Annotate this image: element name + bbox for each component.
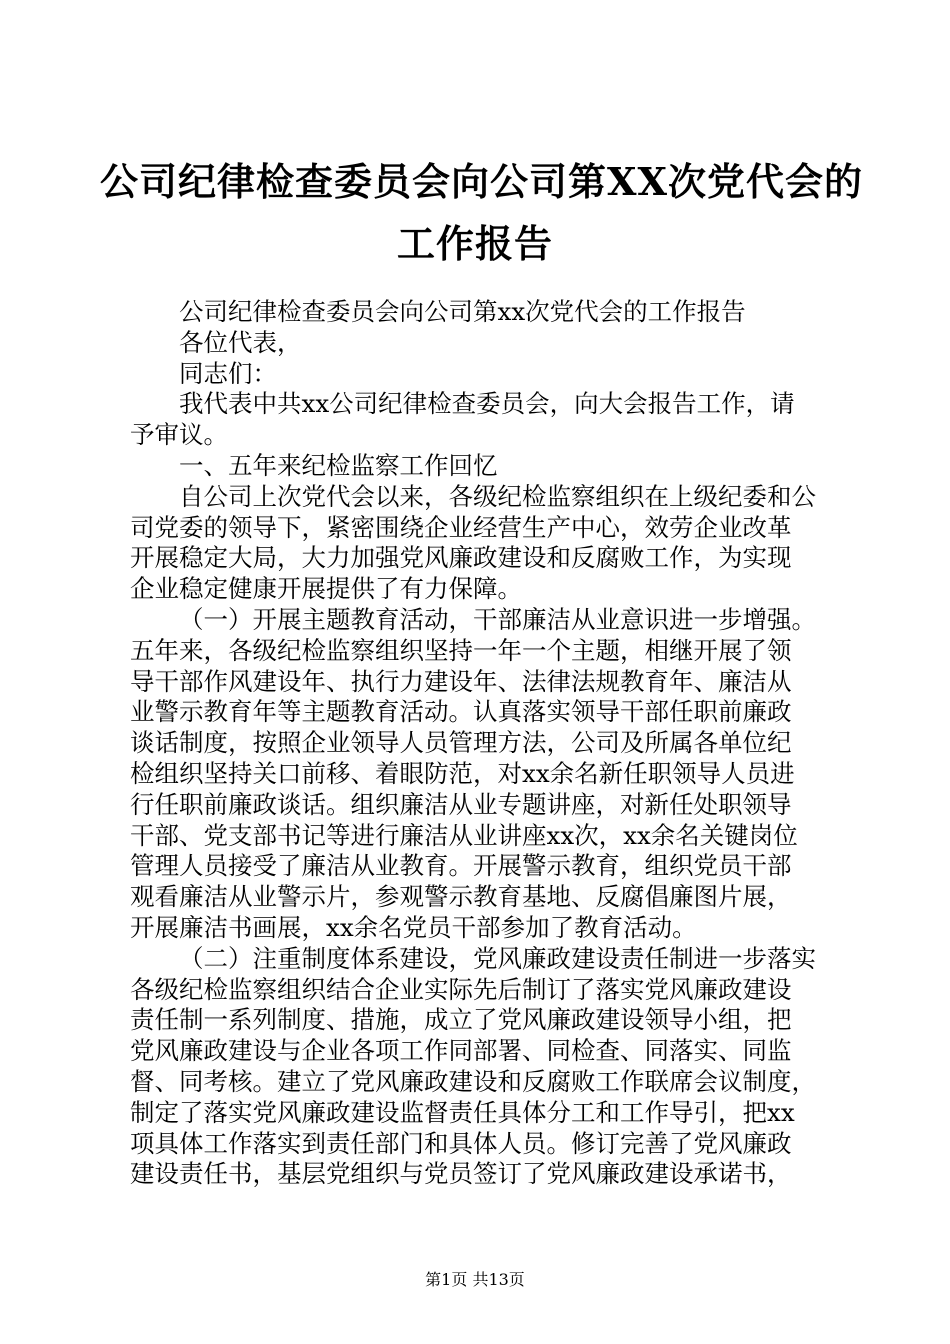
text-line: 企业稳定健康开展提供了有力保障。 (130, 574, 522, 604)
text-line: （二）注重制度体系建设，党风廉政建设责任制进一步落实 (179, 943, 816, 973)
text-line: 党风廉政建设与企业各项工作同部署、同检查、同落实、同监 (130, 1036, 792, 1066)
document-title-line-1: 公司纪律检查委员会向公司第XX次党代会的 (100, 159, 863, 204)
text-line: 业警示教育年等主题教育活动。认真落实领导干部任职前廉政 (130, 697, 792, 727)
text-line: 干部、党支部书记等进行廉洁从业讲座xx次，xx余名关键岗位 (130, 820, 798, 850)
text-line: 各位代表， (179, 327, 302, 357)
text-line: 检组织坚持关口前移、着眼防范，对xx余名新任职领导人员进 (130, 758, 795, 788)
text-line: 建设责任书，基层党组织与党员签订了党风廉政建设承诺书， (130, 1159, 792, 1189)
text-line: 开展稳定大局，大力加强党风廉政建设和反腐败工作，为实现 (130, 543, 792, 573)
text-line: 公司纪律检查委员会向公司第xx次党代会的工作报告 (179, 297, 746, 326)
document-title-line-2: 工作报告 (396, 221, 553, 266)
text-line: 同志们： (179, 358, 277, 388)
text-line: 制定了落实党风廉政建设监督责任具体分工和工作导引，把xx (130, 1097, 795, 1127)
text-line: 五年来，各级纪检监察组织坚持一年一个主题，相继开展了领 (130, 635, 792, 665)
text-line: 观看廉洁从业警示片，参观警示教育基地、反腐倡廉图片展， (130, 882, 792, 912)
text-line: 导干部作风建设年、执行力建设年、法律法规教育年、廉洁从 (130, 666, 792, 696)
text-line: 各级纪检监察组织结合企业实际先后制订了落实党风廉政建设 (130, 974, 792, 1004)
document-body (130, 297, 830, 1190)
text-line: 项具体工作落实到责任部门和具体人员。修订完善了党风廉政 (130, 1128, 792, 1158)
text-line: 予审议。 (130, 420, 228, 450)
text-line: 司党委的领导下，紧密围绕企业经营生产中心，效劳企业改革 (130, 512, 792, 542)
text-line: 督、同考核。建立了党风廉政建设和反腐败工作联席会议制度， (130, 1066, 816, 1096)
text-line: 一、五年来纪检监察工作回忆 (179, 450, 498, 480)
text-line: 谈话制度，按照企业领导人员管理方法，公司及所属各单位纪 (130, 728, 792, 758)
text-line: 管理人员接受了廉洁从业教育。开展警示教育，组织党员干部 (130, 851, 792, 881)
text-line: 自公司上次党代会以来，各级纪检监察组织在上级纪委和公 (179, 481, 816, 511)
text-line: 责任制一系列制度、措施，成立了党风廉政建设领导小组，把 (130, 1005, 792, 1035)
text-line: 开展廉洁书画展，xx余名党员干部参加了教育活动。 (130, 912, 697, 942)
text-line: （一）开展主题教育活动，干部廉洁从业意识进一步增强。 (179, 604, 816, 634)
text-line: 行任职前廉政谈话。组织廉洁从业专题讲座，对新任处职领导 (130, 789, 792, 819)
page-footer: 第1页 共13页 (425, 1270, 525, 1289)
text-line: 我代表中共xx公司纪律检查委员会，向大会报告工作，请 (179, 389, 795, 419)
